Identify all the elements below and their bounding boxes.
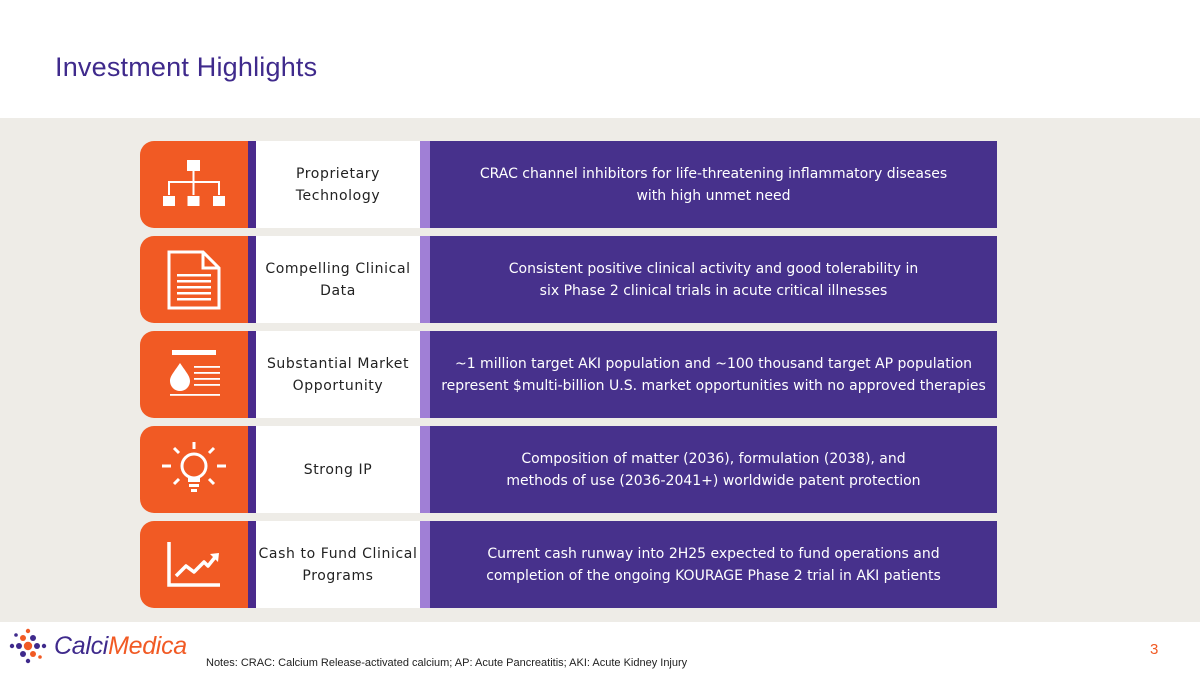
divider-dark — [248, 426, 256, 513]
highlight-row-proprietary-technology — [140, 141, 997, 228]
divider-dark — [248, 236, 256, 323]
highlight-row-strong-ip — [140, 426, 997, 513]
molecule-logo-icon — [8, 628, 48, 664]
divider-dark — [248, 331, 256, 418]
highlight-row-market-opportunity — [140, 331, 997, 418]
highlight-description: CRAC channel inhibitors for life-threatening inflammatory diseases with high unmet need — [430, 141, 997, 228]
page-number: 3 — [1150, 641, 1159, 658]
footnote: Notes: CRAC: Calcium Release-activated calcium; AP: Acute Pancreatitis; AKI: Acute Kidney Injury — [206, 657, 688, 669]
divider-light — [420, 331, 430, 418]
divider-light — [420, 236, 430, 323]
highlight-description: Current cash runway into 2H25 expected to fund operations and completion of the ongoing KOURAGE Phase 2 trial in AKI patients — [430, 521, 997, 608]
divider-dark — [248, 141, 256, 228]
document-icon — [167, 250, 221, 310]
lightbulb-icon — [162, 442, 226, 498]
droplet-report-icon — [166, 350, 222, 400]
row-icon-box — [140, 141, 248, 228]
highlight-row-clinical-data — [140, 236, 997, 323]
highlight-label: Cash to Fund Clinical Programs — [256, 521, 420, 608]
row-icon-box — [140, 331, 248, 418]
highlight-description: Consistent positive clinical activity and good tolerability in six Phase 2 clinical trials in acute critical illnesses — [430, 236, 997, 323]
row-icon-box — [140, 236, 248, 323]
row-icon-box — [140, 426, 248, 513]
org-chart-icon — [163, 159, 225, 211]
divider-light — [420, 426, 430, 513]
divider-light — [420, 141, 430, 228]
logo-wordmark — [54, 632, 187, 661]
logo-part-calci: Calci — [54, 631, 109, 660]
highlight-label: Substantial Market Opportunity — [256, 331, 420, 418]
divider-light — [420, 521, 430, 608]
slide-title: Investment Highlights — [55, 52, 318, 82]
highlight-label: Compelling Clinical Data — [256, 236, 420, 323]
highlight-row-cash-programs — [140, 521, 997, 608]
row-icon-box — [140, 521, 248, 608]
highlight-description: Composition of matter (2036), formulation (2038), and methods of use (2036-2041+) worldwide patent protection — [430, 426, 997, 513]
divider-dark — [248, 521, 256, 608]
highlight-label: Proprietary Technology — [256, 141, 420, 228]
logo-part-medica: Medica — [108, 631, 187, 660]
calcimedica-logo — [8, 628, 187, 664]
highlight-description: ~1 million target AKI population and ~100 thousand target AP population represent $multi-billion U.S. market opportunities with no approved therapies — [430, 331, 997, 418]
highlight-label: Strong IP — [256, 426, 420, 513]
growth-chart-icon — [166, 542, 222, 588]
